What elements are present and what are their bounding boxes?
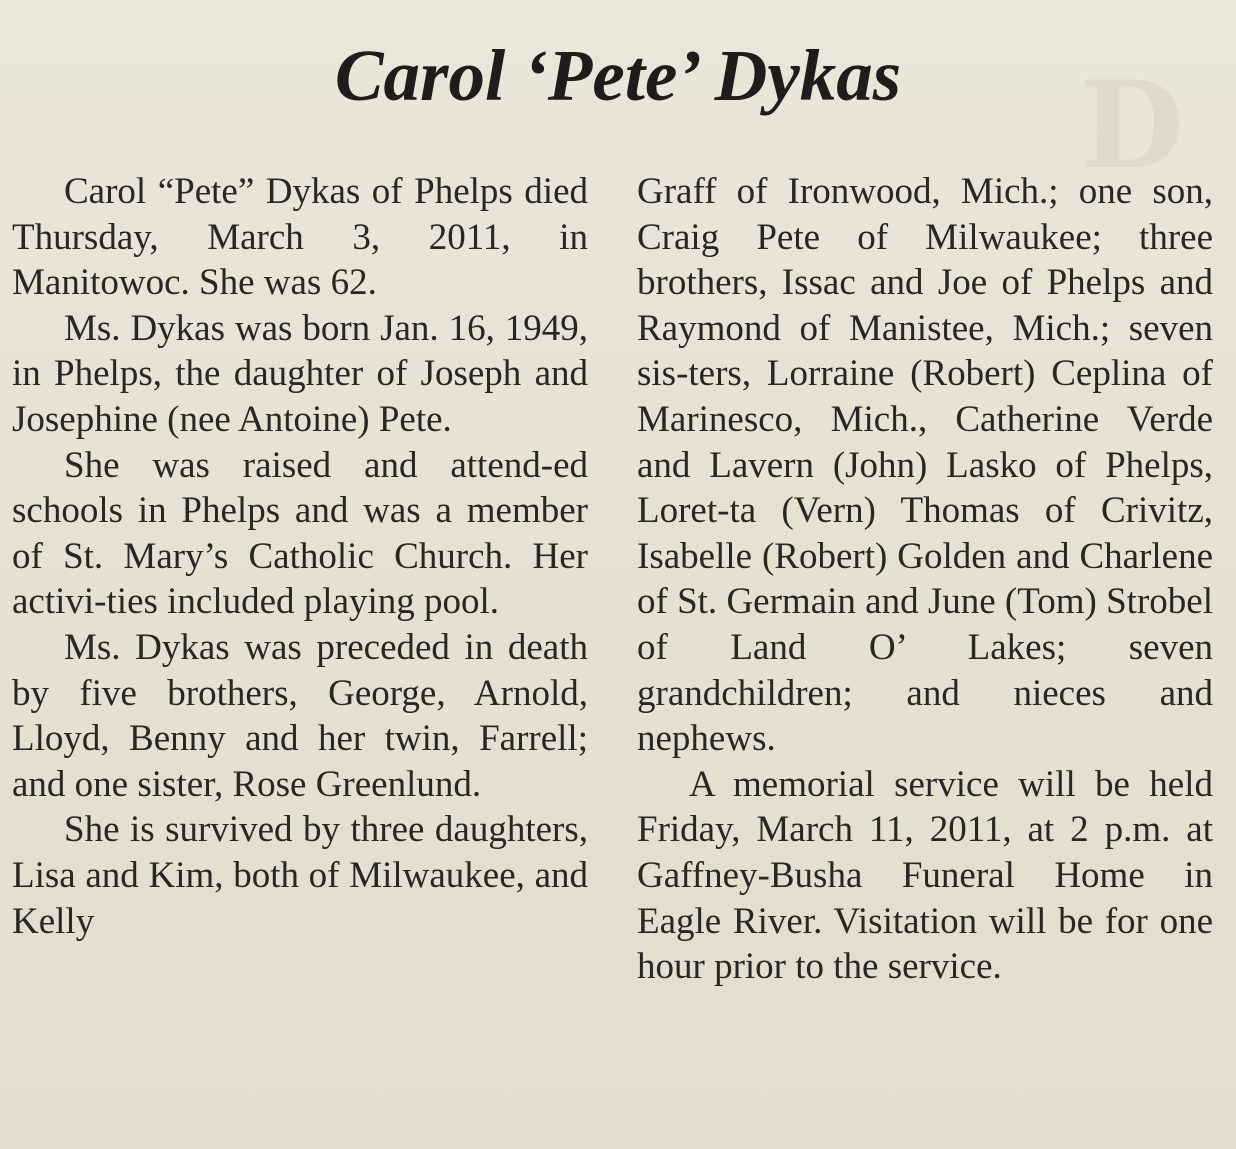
paragraph-preceded-in-death: Ms. Dykas was preceded in death by five brothers, George, Arnold, Lloyd, Benny and her twin, Farrell; and one sister, Rose Greenlund. [12,626,588,805]
bleed-through-text: D [1080,55,1185,196]
paragraph-schooling: She was raised and attend-ed schools in Phelps and was a member of St. Mary’s Catholic Church. Her activi-ties included playing pool. [12,444,588,623]
paragraph-survivors-continued: Graff of Ironwood, Mich.; one son, Craig Pete of Milwaukee; three brothers, Issac and Joe of Phelps and Raymond of Manistee, Mich.; seven sis-ters, Lorraine (Robert) Ceplina of Marinesco, Mich., Catherine Verde and Lavern (John) Lasko of Phelps, Loret-ta (Vern) Thomas of Crivitz, Isabelle (Robert) Golden and Charlene of St. Germain and June (Tom) Strobel of Land O’ Lakes; seven grandchildren; and nieces and nephews. [637,171,1213,760]
left-column [12,169,588,944]
obituary-headline: Carol ‘Pete’ Dykas [334,35,902,116]
right-column [637,169,1213,990]
paragraph-survivors-start: She is survived by three daughters, Lisa and Kim, both of Milwaukee, and Kelly [12,809,588,942]
paragraph-death-notice: Carol “Pete” Dykas of Phelps died Thursday, March 3, 2011, in Manitowoc. She was 62. [12,171,588,304]
paragraph-memorial-service: A memorial service will be held Friday, March 11, 2011, at 2 p.m. at Gaffney-Busha Funeral Home in Eagle River. Visitation will be for one hour prior to the service. [637,763,1213,988]
paragraph-birth: Ms. Dykas was born Jan. 16, 1949, in Phelps, the daughter of Joseph and Josephine (nee Antoine) Pete. [12,307,588,440]
